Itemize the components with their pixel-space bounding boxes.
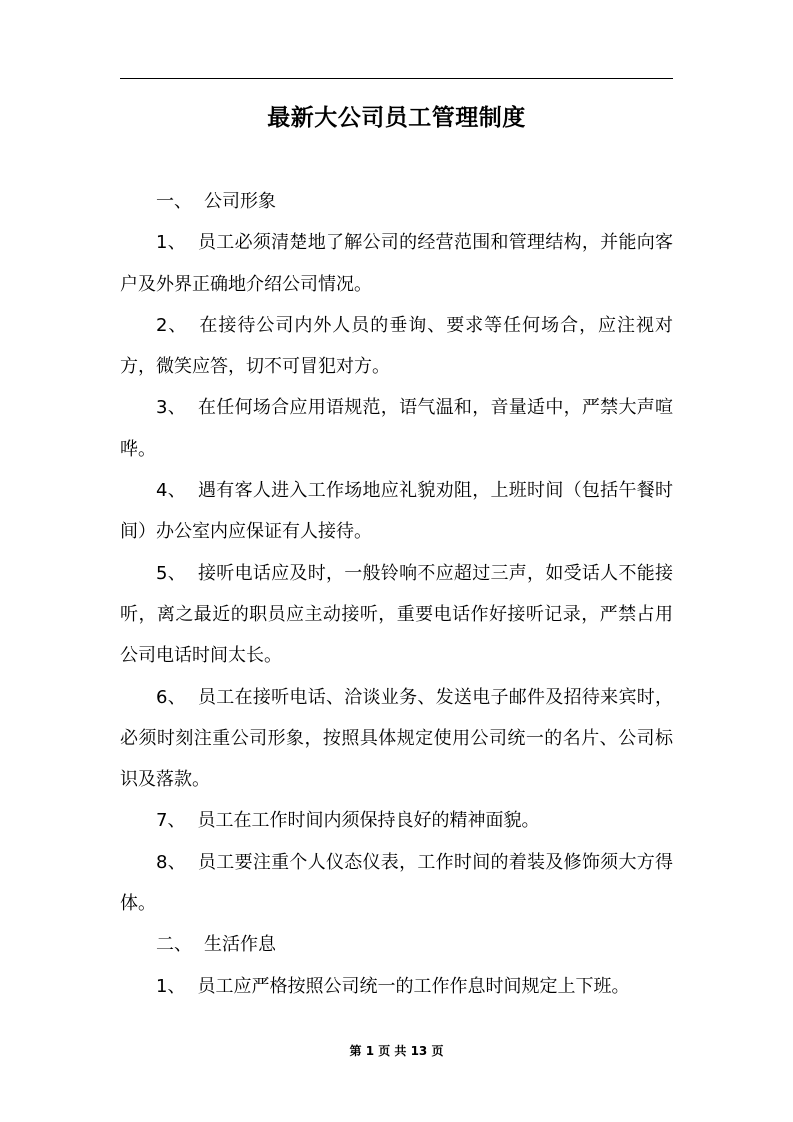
paragraph [120,553,673,677]
paragraph [120,305,673,388]
paragraph-number: 8、 [156,851,187,873]
paragraph-number: 7、 [156,810,186,832]
paragraph [120,800,673,841]
paragraph-number: 6、 [156,686,187,708]
paragraph [120,470,673,553]
paragraph-text: 员工在工作时间内须保持良好的精神面貌。 [197,810,540,832]
paragraph-number: 一、 [156,191,192,212]
document-title: 最新大公司员工管理制度 [267,105,526,131]
paragraph-text: 遇有客人进入工作场地应礼貌劝阻，上班时间（包括午餐时间）办公室内应保证有人接待。 [120,480,674,543]
paragraph [120,966,673,1007]
paragraph-number: 3、 [156,397,187,419]
paragraph-text: 员工在接听电话、洽谈业务、发送电子邮件及招待来宾时，必须时刻注重公司形象，按照具体规定使用公司统一的名片、公司标识及落款。 [120,686,674,791]
paragraph [120,842,673,925]
paragraph-number: 二、 [156,934,192,956]
paragraph-number: 1、 [156,975,186,997]
paragraph-number: 4、 [156,480,187,502]
paragraph [120,924,673,965]
paragraph [120,387,673,470]
paragraph-text: 公司形象 [204,191,276,212]
paragraph-number: 5、 [156,562,187,584]
document-body [120,181,673,1007]
paragraph-text: 员工应严格按照公司统一的工作作息时间规定上下班。 [197,975,630,997]
paragraph [120,222,673,305]
header-rule [120,78,673,79]
paragraph-text: 员工要注重个人仪态仪表，工作时间的着装及修饰须大方得体。 [120,851,674,915]
page-footer: 第 1 页 共 13 页 [349,1044,444,1058]
paragraph [120,181,673,222]
paragraph-text: 员工必须清楚地了解公司的经营范围和管理结构，并能向客户及外界正确地介绍公司情况。 [120,232,674,295]
paragraph-text: 接听电话应及时，一般铃响不应超过三声，如受话人不能接听，离之最近的职员应主动接听，重要电话作好接听记录，严禁占用公司电话时间太长。 [120,562,674,667]
paragraph [120,677,673,801]
paragraph-number: 1、 [156,232,187,254]
paragraph-number: 2、 [156,314,188,336]
paragraph-text: 在任何场合应用语规范，语气温和，音量适中，严禁大声喧哗。 [120,397,674,460]
paragraph-text: 生活作息 [204,934,276,956]
paragraph-text: 在接待公司内外人员的垂询、要求等任何场合，应注视对方，微笑应答，切不可冒犯对方。 [120,314,674,378]
